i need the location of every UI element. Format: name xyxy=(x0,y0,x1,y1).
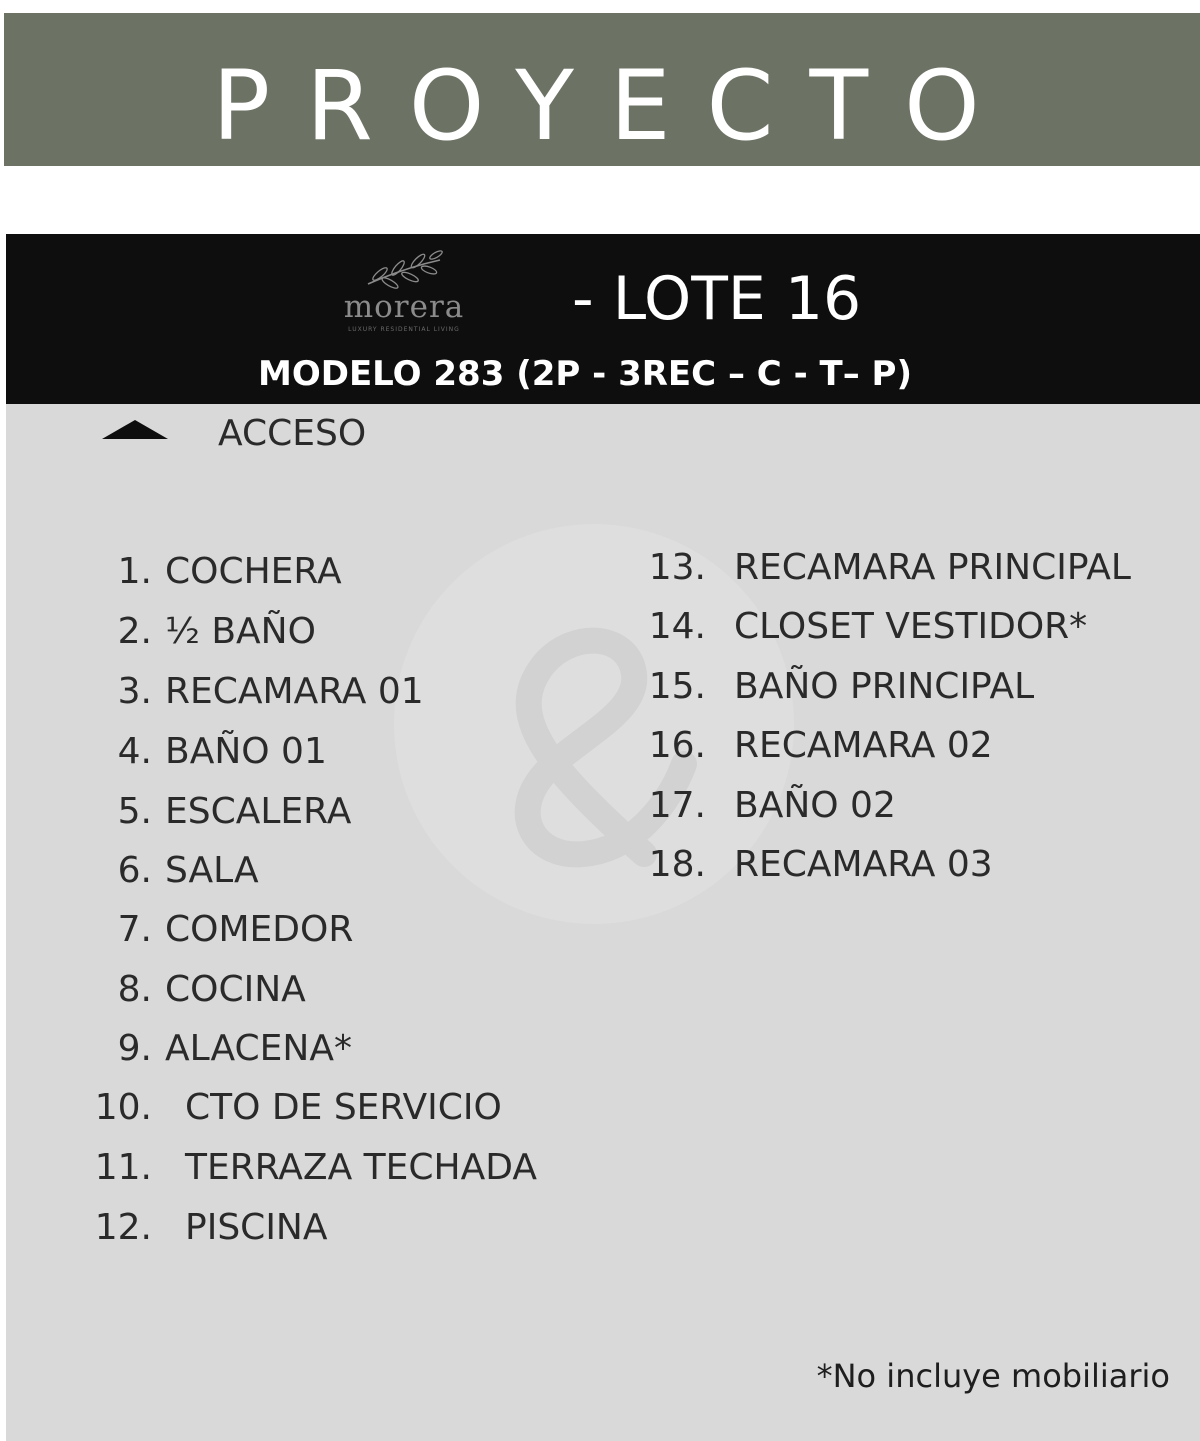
item-label: COCINA xyxy=(165,969,306,1010)
list-item xyxy=(6,548,626,596)
list-item xyxy=(606,841,1200,889)
morera-logo xyxy=(328,250,480,333)
olive-branch-icon xyxy=(328,250,480,294)
model-description: MODELO 283 (2P - 3REC – C - T– P) xyxy=(258,354,913,394)
item-number: 13. xyxy=(648,547,706,588)
access-label: ACCESO xyxy=(218,413,367,454)
list-item xyxy=(6,728,626,776)
item-number: 18. xyxy=(648,844,706,885)
item-label: BAÑO PRINCIPAL xyxy=(734,666,1035,707)
item-number: 8. xyxy=(117,969,152,1010)
item-label: CTO DE SERVICIO xyxy=(185,1087,502,1128)
item-number: 5. xyxy=(117,791,152,832)
item-number: 12. xyxy=(94,1207,152,1248)
footnote: *No incluye mobiliario xyxy=(816,1357,1170,1395)
item-number: 4. xyxy=(117,731,152,772)
legend-panel xyxy=(6,404,1200,1441)
logo-tagline: LUXURY RESIDENTIAL LIVING xyxy=(348,326,460,333)
banner-title: PROYECTO xyxy=(212,50,1016,162)
item-label: RECAMARA PRINCIPAL xyxy=(734,547,1131,588)
lot-header xyxy=(6,234,1200,404)
list-item xyxy=(606,603,1200,651)
list-item xyxy=(606,722,1200,770)
item-label: COCHERA xyxy=(165,551,342,592)
item-number: 10. xyxy=(94,1087,152,1128)
list-item xyxy=(6,847,626,895)
logo-wordmark: morera xyxy=(343,289,465,325)
item-number: 3. xyxy=(117,671,152,712)
item-label: BAÑO 01 xyxy=(165,731,327,772)
item-label: BAÑO 02 xyxy=(734,785,896,826)
list-item xyxy=(6,1084,626,1132)
item-number: 17. xyxy=(648,785,706,826)
list-item xyxy=(6,1025,626,1073)
list-item xyxy=(6,608,626,656)
item-label: RECAMARA 03 xyxy=(734,844,993,885)
item-number: 14. xyxy=(648,606,706,647)
access-arrow-icon xyxy=(100,418,170,440)
list-item xyxy=(606,663,1200,711)
item-label: ½ BAÑO xyxy=(165,611,316,652)
item-label: CLOSET VESTIDOR* xyxy=(734,606,1088,647)
item-number: 7. xyxy=(117,909,152,950)
list-item xyxy=(606,782,1200,830)
list-item xyxy=(606,544,1200,592)
lot-number: - LOTE 16 xyxy=(572,264,862,334)
item-number: 15. xyxy=(648,666,706,707)
item-label: COMEDOR xyxy=(165,909,354,950)
list-item xyxy=(6,906,626,954)
list-item xyxy=(6,966,626,1014)
item-number: 11. xyxy=(94,1147,152,1188)
item-number: 9. xyxy=(117,1028,152,1069)
item-label: TERRAZA TECHADA xyxy=(185,1147,537,1188)
item-number: 2. xyxy=(117,611,152,652)
item-label: ALACENA* xyxy=(165,1028,352,1069)
item-label: SALA xyxy=(165,850,259,891)
item-label: RECAMARA 02 xyxy=(734,725,993,766)
item-label: ESCALERA xyxy=(165,791,352,832)
item-number: 16. xyxy=(648,725,706,766)
project-banner xyxy=(4,13,1200,166)
item-number: 6. xyxy=(117,850,152,891)
list-item xyxy=(6,668,626,716)
list-item xyxy=(6,1204,626,1252)
item-label: PISCINA xyxy=(185,1207,328,1248)
list-item xyxy=(6,788,626,836)
list-item xyxy=(6,1144,626,1192)
item-label: RECAMARA 01 xyxy=(165,671,424,712)
item-number: 1. xyxy=(117,551,152,592)
